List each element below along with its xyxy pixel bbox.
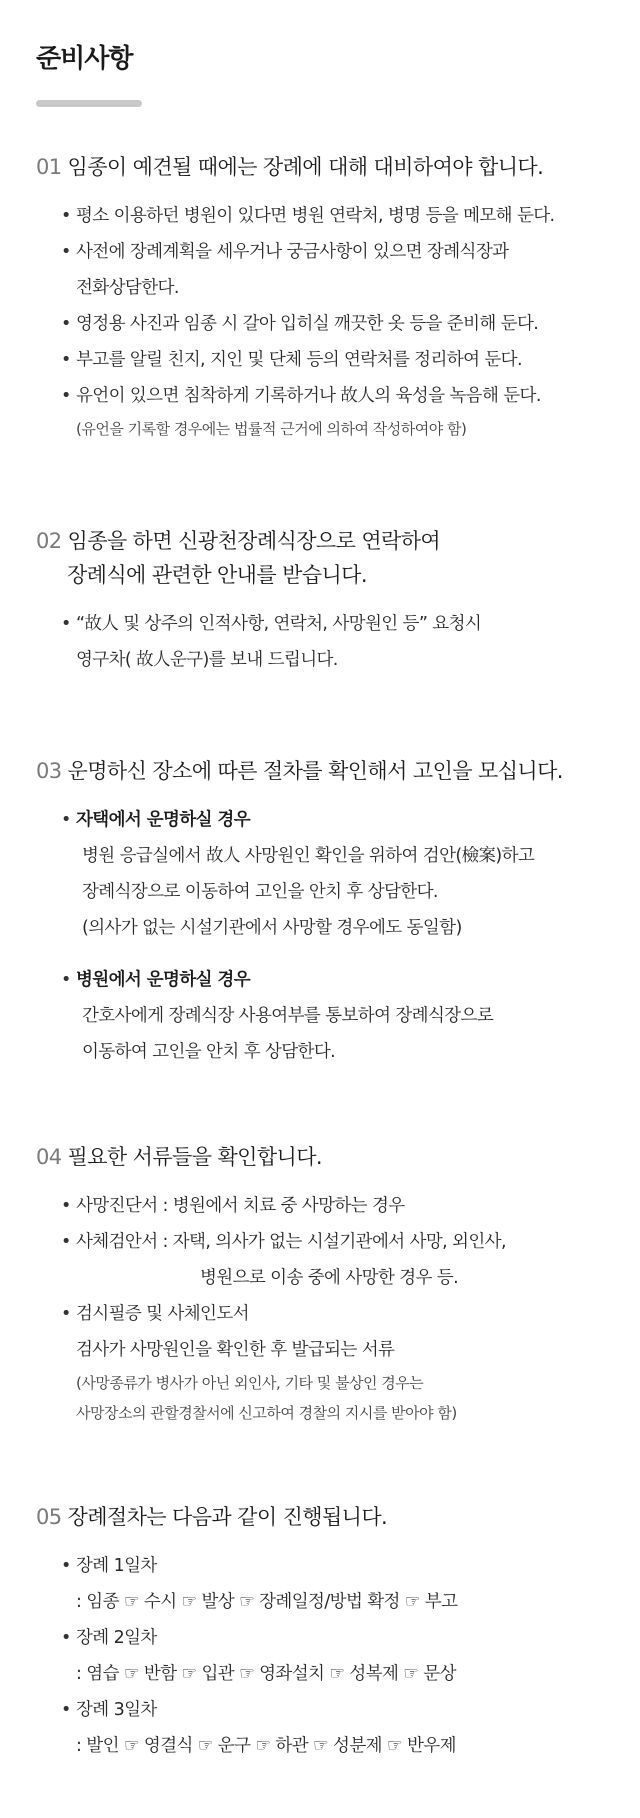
bullet-icon	[61, 234, 67, 270]
section-03-heading	[36, 754, 620, 788]
section-01-list	[36, 198, 620, 444]
bullet-icon	[61, 198, 67, 234]
bullet-icon	[61, 1548, 67, 1584]
list-item: • 장례 2일차 : 염습 ☞ 반함 ☞ 입관 ☞ 영좌설치 ☞ 성복제 ☞ 문상	[36, 1620, 620, 1692]
section-title: 운명하신 장소에 따른 절차를 확인해서 고인을 모십니다.	[67, 759, 563, 783]
section-04-list	[36, 1188, 620, 1428]
section-04-heading	[36, 1140, 620, 1174]
sub-title: 자택에서 운명하실 경우	[76, 810, 251, 830]
section-03-list	[36, 802, 620, 1070]
list-item: • 유언이 있으면 침착하게 기록하거나 故人의 육성을 녹음해 둔다.	[36, 378, 620, 414]
section-04	[36, 1140, 620, 1428]
section-01	[36, 150, 620, 444]
title-underline	[36, 100, 142, 107]
section-title-cont: 장례식에 관련한 안내를 받습니다.	[67, 563, 367, 587]
section-02	[36, 524, 620, 678]
bullet-icon	[61, 962, 67, 998]
list-item: • 검시필증 및 사체인도서 검사가 사망원인을 확인한 후 발급되는 서류 (사망종류가 병사가 아닌 외인사, 기타 및 불상인 경우는 사망장소의 관할경찰서에 신고하여 경찰의 지시를 받아야 함)	[36, 1296, 620, 1428]
section-05-list	[36, 1548, 620, 1764]
list-item: • 자택에서 운명하실 경우 병원 응급실에서 故人 사망원인 확인을 위하여 검안(檢案)하고 장례식장으로 이동하여 고인을 안치 후 상담한다. (의사가 없는 시설기관에서 사망할 경우에도 동일함)	[36, 802, 620, 946]
section-title: 장례절차는 다음과 같이 진행됩니다.	[67, 1505, 388, 1529]
section-number: 04	[36, 1145, 62, 1169]
section-03	[36, 754, 620, 1070]
section-number: 05	[36, 1505, 62, 1529]
bullet-icon	[61, 342, 67, 378]
bullet-icon	[61, 1188, 67, 1224]
list-item: • 부고를 알릴 친지, 지인 및 단체 등의 연락처를 정리하여 둔다.	[36, 342, 620, 378]
section-05-heading	[36, 1500, 620, 1534]
bullet-icon	[61, 1224, 67, 1260]
page-title: 준비사항	[36, 44, 133, 74]
list-item: • 평소 이용하던 병원이 있다면 병원 연락처, 병명 등을 메모해 둔다.	[36, 198, 620, 234]
list-item: • 사체검안서 : 자택, 의사가 없는 시설기관에서 사망, 외인사, 병원으로 이송 중에 사망한 경우 등.	[36, 1224, 620, 1296]
bullet-icon	[61, 1620, 67, 1656]
section-02-list	[36, 606, 620, 678]
section-number: 02	[36, 529, 62, 553]
section-01-heading	[36, 150, 620, 184]
list-item: • 사망진단서 : 병원에서 치료 중 사망하는 경우	[36, 1188, 620, 1224]
list-item: • 병원에서 운명하실 경우 간호사에게 장례식장 사용여부를 통보하여 장례식장으로 이동하여 고인을 안치 후 상담한다.	[36, 962, 620, 1070]
section-title: 필요한 서류들을 확인합니다.	[67, 1145, 322, 1169]
sub-title: 병원에서 운명하실 경우	[76, 970, 251, 990]
section-number: 03	[36, 759, 62, 783]
bullet-icon	[61, 1296, 67, 1332]
section-number: 01	[36, 155, 62, 179]
section-title: 임종을 하면 신광천장례식장으로 연락하여	[67, 529, 441, 553]
bullet-icon	[61, 802, 67, 838]
bullet-icon	[61, 606, 67, 642]
list-item: • 장례 1일차 : 임종 ☞ 수시 ☞ 발상 ☞ 장례일정/방법 확정 ☞ 부고	[36, 1548, 620, 1620]
bullet-icon	[61, 378, 67, 414]
list-item: • 장례 3일차 : 발인 ☞ 영결식 ☞ 운구 ☞ 하관 ☞ 성분제 ☞ 반우제	[36, 1692, 620, 1764]
list-item: • 영정용 사진과 임종 시 갈아 입히실 깨끗한 옷 등을 준비해 둔다.	[36, 306, 620, 342]
section-title: 임종이 예견될 때에는 장례에 대해 대비하여야 합니다.	[67, 155, 544, 179]
list-item: • “故人 및 상주의 인적사항, 연락처, 사망원인 등” 요청시 영구차( 故人운구)를 보내 드립니다.	[36, 606, 620, 678]
bullet-icon	[61, 1692, 67, 1728]
section-05	[36, 1500, 620, 1764]
list-item: • 사전에 장례계획을 세우거나 궁금사항이 있으면 장례식장과 전화상담한다.	[36, 234, 620, 306]
note: (유언을 기록할 경우에는 법률적 근거에 의하여 작성하여야 함)	[76, 420, 467, 438]
section-02-heading	[36, 524, 620, 592]
bullet-icon	[61, 306, 67, 342]
